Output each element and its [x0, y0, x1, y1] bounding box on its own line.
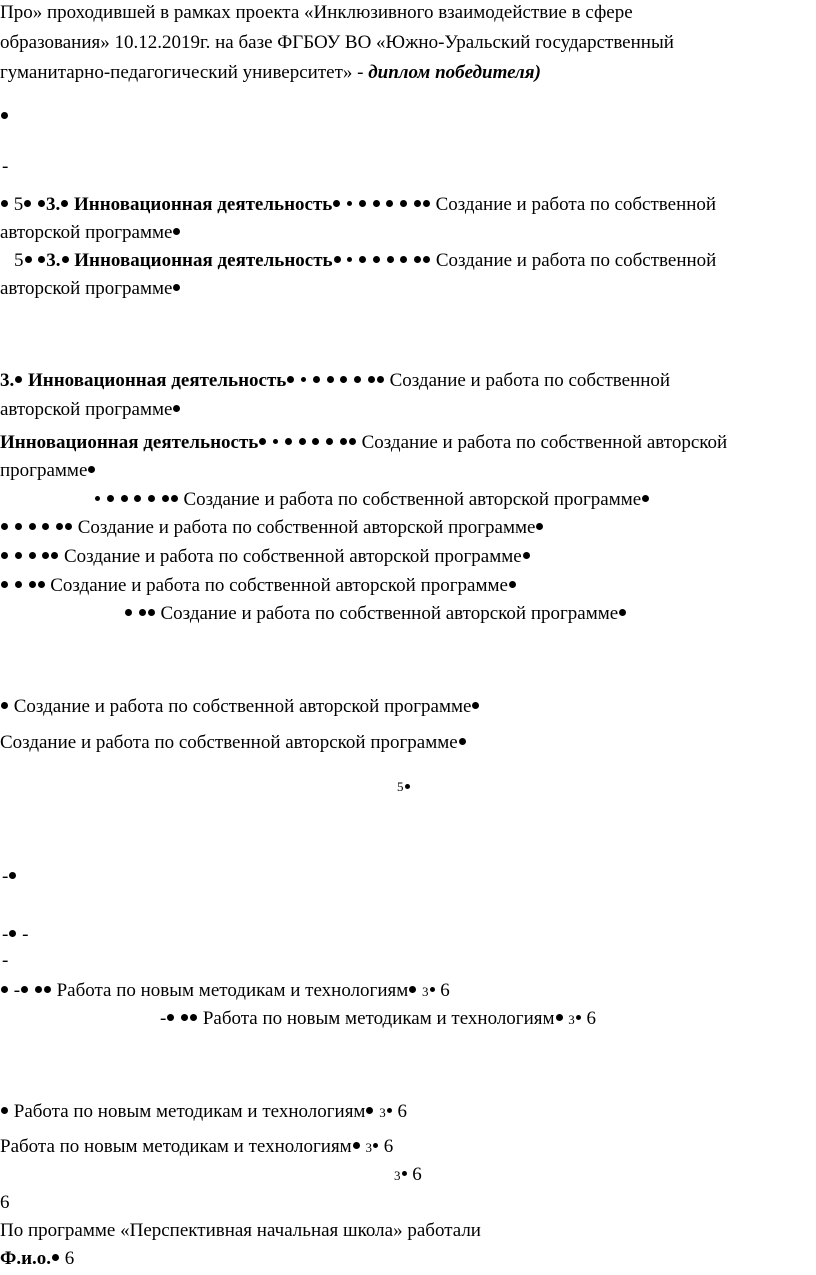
bullet-dot-icon	[259, 438, 266, 445]
bullet-dot-icon	[61, 200, 68, 207]
paragraph-line-2: образования» 10.12.2019г. на базе ФГБОУ ВО «Южно-Уральский государственный	[0, 32, 674, 53]
methods-three: 3	[422, 984, 429, 999]
bullet-dot-icon	[1, 552, 8, 559]
bullet-dot-icon	[15, 376, 22, 383]
bullet-dot-icon	[9, 872, 16, 879]
bullet-dot-icon	[15, 552, 22, 559]
bullet-dot-icon	[387, 1108, 392, 1113]
bullet-dot-icon	[402, 1171, 407, 1176]
bullet-dot-icon	[312, 438, 319, 445]
dash-line-2: -	[2, 950, 9, 971]
bullet-dot-icon	[536, 523, 543, 530]
dash-line: -	[2, 156, 9, 177]
program-school-line: По программе «Перспективная начальная школа» работали	[0, 1220, 481, 1241]
bullet-dot-icon	[377, 376, 384, 383]
bullet-dot-icon	[405, 784, 410, 789]
section-text-cont: программе	[0, 460, 88, 481]
bullet-dot-icon	[368, 376, 375, 383]
bullet-dot-icon	[326, 438, 333, 445]
bullet-dot-icon	[359, 256, 366, 263]
methods-text: Работа по новым методикам и технологиям	[56, 980, 409, 1001]
bullet-dot-icon	[423, 256, 430, 263]
section-number: 3.	[46, 194, 61, 215]
bullet-dot-icon	[62, 256, 69, 263]
bullet-dot-icon	[642, 495, 649, 502]
bullet-dot-icon	[162, 495, 169, 502]
bullet-dot-icon	[1, 986, 8, 993]
program-row-1	[94, 487, 650, 513]
program-text: Создание и работа по собственной авторской программе	[13, 696, 472, 717]
bullet-dot-icon	[134, 495, 141, 502]
item-number: 5	[13, 194, 24, 215]
bullet-dot-icon	[347, 201, 352, 206]
bullet-dot-icon	[347, 257, 352, 262]
paragraph-line-1: Про» проходившей в рамках проекта «Инклюзивного взаимодействие в сфере	[0, 2, 633, 23]
bullet-dot-icon	[340, 438, 347, 445]
bullet-dot-icon	[472, 702, 479, 709]
dash-text: -	[2, 924, 9, 945]
bullet-dot-icon	[409, 986, 416, 993]
bullet-dot-icon	[340, 376, 347, 383]
paragraph-line-3-text: гуманитарно-педагогический университет» -	[0, 62, 369, 83]
section-text: Создание и работа по собственной	[435, 250, 717, 271]
bullet-dot-icon	[366, 1107, 373, 1114]
paragraph-line-3	[0, 60, 541, 86]
bullet-dot-icon	[509, 581, 516, 588]
bullet-dot-icon	[556, 1014, 563, 1021]
methods-six: 6	[383, 1136, 394, 1157]
bullet-dot-icon	[414, 200, 421, 207]
bullet-dot-icon	[1, 112, 8, 119]
bullet-dot-icon	[273, 439, 278, 444]
bullet-dot-icon	[523, 552, 530, 559]
section-number: 3.	[0, 370, 15, 391]
bullet-dot-icon	[387, 256, 394, 263]
methods-three: 3	[394, 1168, 401, 1183]
dash-dot-line	[2, 864, 17, 890]
methods-row-4	[0, 1134, 393, 1161]
section-text: Создание и работа по собственной	[435, 194, 717, 215]
bullet-dot-icon	[38, 200, 45, 207]
program-row-3	[0, 544, 531, 570]
bullet-dot-icon	[190, 1014, 197, 1021]
bullet-dot-icon	[125, 609, 132, 616]
bullet-dot-icon	[29, 552, 36, 559]
bullet-dot-icon	[1, 581, 8, 588]
section-heading: Инновационная деятельность	[0, 432, 259, 453]
bullet-dot-icon	[373, 1143, 378, 1148]
section-text-cont: авторской программе	[0, 399, 173, 420]
bullet-dot-icon	[619, 609, 626, 616]
bullet-line	[0, 104, 9, 130]
bullet-dot-icon	[51, 552, 58, 559]
methods-three: 3	[379, 1105, 386, 1120]
methods-six: 6	[412, 1164, 422, 1185]
bullet-dot-icon	[173, 284, 180, 291]
bullet-dot-icon	[171, 495, 178, 502]
dash-text: -	[22, 924, 29, 945]
methods-text: Работа по новым методикам и технологиям	[0, 1136, 352, 1157]
bullet-dot-icon	[173, 228, 180, 235]
bullet-dot-icon	[349, 438, 356, 445]
bullet-dot-icon	[29, 523, 36, 530]
methods-row-6: 6	[0, 1192, 10, 1213]
bullet-dot-icon	[576, 1015, 581, 1020]
bullet-dot-icon	[38, 256, 45, 263]
bullet-dot-icon	[423, 200, 430, 207]
bullet-dot-icon	[52, 1254, 59, 1261]
methods-row-1	[0, 978, 450, 1005]
bullet-dot-icon	[148, 495, 155, 502]
innovation-row-2-cont	[0, 276, 181, 302]
bullet-dot-icon	[327, 376, 334, 383]
bullet-dot-icon	[1, 523, 8, 530]
section-text-cont: авторской программе	[0, 278, 173, 299]
innovation-row-1-cont	[0, 220, 181, 246]
methods-three: 3	[568, 1012, 575, 1027]
bullet-dot-icon	[459, 738, 466, 745]
bullet-dot-icon	[148, 609, 155, 616]
bullet-dot-icon	[29, 581, 36, 588]
section-text-cont: авторской программе	[0, 222, 173, 243]
dash-dot-dash-line	[2, 922, 28, 948]
methods-six: 6	[397, 1101, 407, 1122]
methods-text: Работа по новым методикам и технологиям	[13, 1101, 366, 1122]
section-heading: Инновационная деятельность	[74, 194, 333, 215]
section-text: Создание и работа по собственной авторской	[361, 432, 728, 453]
innovation-row-3-cont	[0, 397, 181, 423]
page-number-text: 5	[397, 779, 404, 794]
bullet-dot-icon	[1, 702, 8, 709]
fio-six: 6	[64, 1248, 75, 1269]
bullet-dot-icon	[301, 377, 306, 382]
bullet-dot-icon	[334, 256, 341, 263]
bullet-dot-icon	[167, 1014, 174, 1021]
bullet-dot-icon	[24, 200, 31, 207]
page-number-five	[397, 774, 411, 800]
bullet-dot-icon	[354, 376, 361, 383]
bullet-dot-icon	[359, 200, 366, 207]
dash-text: -	[2, 866, 9, 887]
bullet-dot-icon	[139, 609, 146, 616]
bullet-dot-icon	[42, 523, 49, 530]
program-text: Создание и работа по собственной авторской программе	[77, 517, 536, 538]
program-row-7	[0, 730, 467, 756]
bullet-dot-icon	[35, 986, 42, 993]
methods-row-2	[160, 1006, 596, 1033]
bullet-dot-icon	[1, 1107, 8, 1114]
innovation-row-2	[14, 248, 716, 274]
program-text: Создание и работа по собственной авторской программе	[0, 732, 458, 753]
innovation-row-3	[0, 368, 670, 394]
bullet-dot-icon	[386, 200, 393, 207]
bullet-dot-icon	[1, 200, 8, 207]
bullet-dot-icon	[373, 200, 380, 207]
bullet-dot-icon	[21, 986, 28, 993]
methods-six: 6	[586, 1008, 597, 1029]
diploma-winner-text: диплом победителя)	[368, 62, 541, 83]
bullet-dot-icon	[353, 1142, 360, 1149]
bullet-dot-icon	[400, 256, 407, 263]
fio-line	[0, 1246, 74, 1272]
bullet-dot-icon	[44, 986, 51, 993]
methods-row-3	[0, 1099, 407, 1126]
methods-row-5	[394, 1162, 422, 1189]
program-row-5	[124, 601, 627, 627]
program-row-6	[0, 694, 480, 720]
section-text: Создание и работа по собственной	[389, 370, 671, 391]
program-row-2	[0, 515, 544, 541]
bullet-dot-icon	[414, 256, 421, 263]
bullet-dot-icon	[25, 256, 32, 263]
bullet-dot-icon	[400, 200, 407, 207]
program-row-4	[0, 573, 517, 599]
innovation-row-4-cont	[0, 458, 96, 484]
bullet-dot-icon	[9, 930, 16, 937]
bullet-dot-icon	[15, 523, 22, 530]
bullet-dot-icon	[430, 987, 435, 992]
bullet-dot-icon	[42, 552, 49, 559]
innovation-row-1	[0, 192, 716, 218]
bullet-dot-icon	[299, 438, 306, 445]
methods-three: 3	[365, 1140, 372, 1155]
program-text: Создание и работа по собственной авторской программе	[50, 575, 508, 596]
bullet-dot-icon	[287, 376, 294, 383]
program-text: Создание и работа по собственной авторской программе	[64, 546, 522, 567]
bullet-dot-icon	[333, 200, 340, 207]
bullet-dot-icon	[173, 405, 180, 412]
section-heading: Инновационная деятельность	[28, 370, 287, 391]
section-heading: Инновационная деятельность	[74, 250, 333, 271]
section-number: 3.	[46, 250, 61, 271]
bullet-dot-icon	[15, 581, 22, 588]
methods-text: Работа по новым методикам и технологиям	[202, 1008, 555, 1029]
bullet-dot-icon	[373, 256, 380, 263]
bullet-dot-icon	[38, 581, 45, 588]
innovation-row-4	[0, 430, 727, 456]
bullet-dot-icon	[313, 376, 320, 383]
program-text: Создание и работа по собственной авторской программе	[183, 489, 642, 510]
bullet-dot-icon	[181, 1014, 188, 1021]
bullet-dot-icon	[121, 495, 128, 502]
item-number: 5	[14, 250, 24, 271]
bullet-dot-icon	[88, 466, 95, 473]
bullet-dot-icon	[285, 438, 292, 445]
bullet-dot-icon	[56, 523, 63, 530]
dash-text: -	[13, 980, 21, 1001]
methods-six: 6	[440, 980, 450, 1001]
fio-label: Ф.и.о.	[0, 1248, 52, 1269]
bullet-dot-icon	[95, 496, 100, 501]
program-text: Создание и работа по собственной авторской программе	[160, 603, 619, 624]
bullet-dot-icon	[65, 523, 72, 530]
bullet-dot-icon	[107, 495, 114, 502]
dash-text: -	[160, 1008, 167, 1029]
